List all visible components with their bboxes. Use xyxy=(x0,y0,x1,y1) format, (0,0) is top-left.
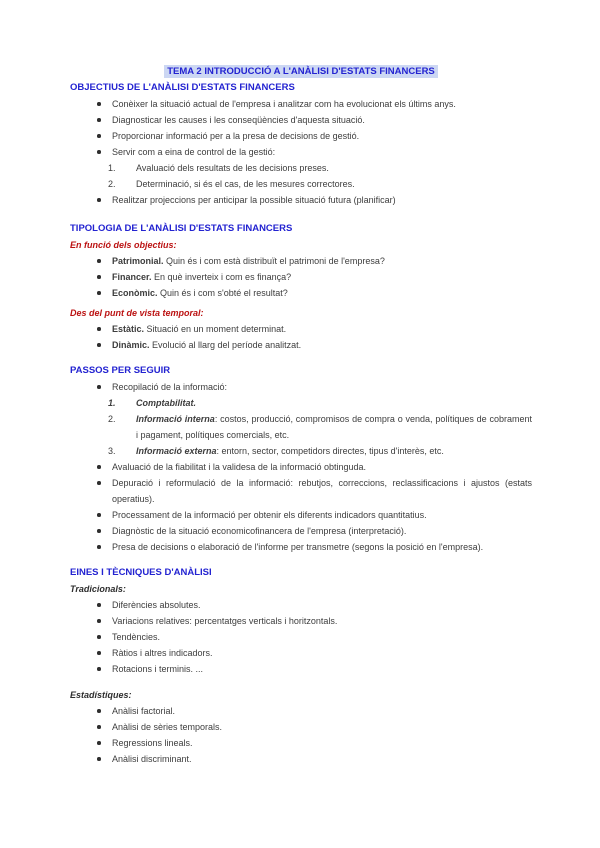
text-run: Avaluació dels resultats de les decisions preses. xyxy=(136,163,329,173)
text-run: Determinació, si és el cas, de les mesures correctores. xyxy=(136,179,355,189)
bullet-list xyxy=(70,321,532,353)
list-item xyxy=(70,192,532,208)
subheading: Tradicionals: xyxy=(70,584,126,594)
item-text xyxy=(112,269,532,285)
doc-title-row xyxy=(70,63,532,80)
list-item xyxy=(70,613,532,629)
item-text xyxy=(112,337,532,353)
text-run: Ràtios i altres indicadors. xyxy=(112,648,213,658)
item-text xyxy=(112,96,532,112)
text-run: Diferències absolutes. xyxy=(112,600,201,610)
text-run: Quin és i com està distribuït el patrimoni de l'empresa? xyxy=(163,256,385,266)
item-number: 1. xyxy=(108,163,116,173)
list-item xyxy=(70,176,532,192)
spacer xyxy=(70,353,532,363)
list-item xyxy=(70,645,532,661)
text-run: Diagnòstic de la situació economicofinancera de l'empresa (interpretació). xyxy=(112,526,407,536)
text-run: Situació en un moment determinat. xyxy=(144,324,287,334)
item-text xyxy=(112,285,532,301)
item-text xyxy=(112,539,532,555)
bullet-list xyxy=(70,253,532,301)
text-run: Rotacions i terminis. ... xyxy=(112,664,204,674)
section-heading: TIPOLOGIA DE L'ANÀLISI D'ESTATS FINANCERS xyxy=(70,223,293,234)
text-run: Informació interna xyxy=(136,414,215,424)
item-text xyxy=(112,321,532,337)
item-text xyxy=(112,112,532,128)
text-run: Patrimonial. xyxy=(112,256,164,266)
spacer xyxy=(70,555,532,565)
text-run: Evolució al llarg del període analitzat. xyxy=(149,340,302,350)
text-run: Presa de decisions o elaboració de l'informe per transmetre (segons la posició en l'empresa). xyxy=(112,542,484,552)
list-item xyxy=(70,661,532,677)
item-text xyxy=(136,395,532,411)
bullet-list xyxy=(70,379,532,395)
list-item xyxy=(70,395,532,411)
item-text xyxy=(112,703,532,719)
item-text xyxy=(112,192,532,208)
item-text xyxy=(112,597,532,613)
bullet-list xyxy=(70,597,532,677)
list-item xyxy=(70,597,532,613)
item-text xyxy=(112,253,532,269)
text-run: Avaluació de la fiabilitat i la validesa de la informació obtinguda. xyxy=(112,462,366,472)
list-item xyxy=(70,269,532,285)
section-heading: OBJECTIUS DE L'ANÀLISI D'ESTATS FINANCERS xyxy=(70,82,295,93)
numbered-list xyxy=(70,160,532,192)
text-run: Financer. xyxy=(112,272,152,282)
list-item xyxy=(70,411,532,443)
bullet-list xyxy=(70,192,532,208)
list-item xyxy=(70,337,532,353)
subheading: Estadístiques: xyxy=(70,690,132,700)
item-text xyxy=(112,144,532,160)
item-number: 2. xyxy=(108,414,116,424)
text-run: Realitzar projeccions per anticipar la possible situació futura (planificar) xyxy=(112,195,396,205)
list-item xyxy=(70,128,532,144)
text-run: Comptabilitat. xyxy=(136,398,196,408)
item-text xyxy=(136,411,532,443)
item-text xyxy=(136,160,532,176)
list-item xyxy=(70,144,532,160)
list-item xyxy=(70,507,532,523)
text-run: Anàlisi discriminant. xyxy=(112,754,192,764)
red-subheading: Des del punt de vista temporal: xyxy=(70,308,204,318)
list-item xyxy=(70,629,532,645)
item-number: 1. xyxy=(108,398,116,408)
item-text xyxy=(112,751,532,767)
list-item xyxy=(70,475,532,507)
text-run: Dinàmic. xyxy=(112,340,150,350)
text-run: Regressions lineals. xyxy=(112,738,193,748)
item-text xyxy=(112,507,532,523)
item-text xyxy=(136,443,532,459)
list-item xyxy=(70,539,532,555)
item-number: 3. xyxy=(108,446,116,456)
list-item xyxy=(70,285,532,301)
text-run: Processament de la informació per obtenir els diferents indicadors quantitatius. xyxy=(112,510,427,520)
text-run: Recopilació de la informació: xyxy=(112,382,228,392)
text-run: Depuració i reformulació de la informació: rebutjos, correccions, reclassificacions i ajustos (estats operatius). xyxy=(112,478,532,504)
list-item xyxy=(70,719,532,735)
text-run: En què inverteix i com es finança? xyxy=(151,272,292,282)
item-text xyxy=(112,629,532,645)
item-text xyxy=(136,176,532,192)
item-text xyxy=(112,523,532,539)
list-item xyxy=(70,751,532,767)
list-item xyxy=(70,112,532,128)
list-item xyxy=(70,321,532,337)
numbered-list xyxy=(70,395,532,459)
item-text xyxy=(112,459,532,475)
document-content xyxy=(70,63,532,767)
item-text xyxy=(112,661,532,677)
list-item xyxy=(70,96,532,112)
doc-title: TEMA 2 INTRODUCCIÓ A L'ANÀLISI D'ESTATS FINANCERS xyxy=(164,65,438,78)
section-heading: PASSOS PER SEGUIR xyxy=(70,365,171,376)
text-run: Servir com a eina de control de la gestió: xyxy=(112,147,276,157)
list-item xyxy=(70,459,532,475)
item-text xyxy=(112,735,532,751)
text-run: Quin és i com s'obté el resultat? xyxy=(157,288,288,298)
text-run: Diagnosticar les causes i les conseqüències d'aquesta situació. xyxy=(112,115,365,125)
text-run: : entorn, sector, competidors directes, tipus d'interès, etc. xyxy=(216,446,444,456)
text-run: Proporcionar informació per a la presa de decisions de gestió. xyxy=(112,131,360,141)
list-item xyxy=(70,160,532,176)
text-run: Variacions relatives: percentatges verticals i horitzontals. xyxy=(112,616,338,626)
spacer xyxy=(70,677,532,687)
bullet-list xyxy=(70,703,532,767)
item-text xyxy=(112,645,532,661)
item-text xyxy=(112,379,532,395)
bullet-list xyxy=(70,96,532,160)
text-run: : costos, producció, compromisos de compra o venda, polítiques de cobrament i pagament, polítiques comercials, etc. xyxy=(136,414,533,440)
section-heading: EINES I TÈCNIQUES D'ANÀLISI xyxy=(70,567,212,578)
list-item xyxy=(70,443,532,459)
list-item xyxy=(70,703,532,719)
item-text xyxy=(112,613,532,629)
list-item xyxy=(70,379,532,395)
text-run: Estàtic. xyxy=(112,324,145,334)
item-text xyxy=(112,128,532,144)
list-item xyxy=(70,523,532,539)
item-number: 2. xyxy=(108,179,116,189)
list-item xyxy=(70,735,532,751)
text-run: Informació externa xyxy=(136,446,217,456)
text-run: Tendències. xyxy=(112,632,161,642)
spacer xyxy=(70,208,532,221)
text-run: Anàlisi de sèries temporals. xyxy=(112,722,223,732)
list-item xyxy=(70,253,532,269)
item-text xyxy=(112,719,532,735)
text-run: Conèixer la situació actual de l'empresa i analitzar com ha evolucionat els últims anys. xyxy=(112,99,456,109)
red-subheading: En funció dels objectius: xyxy=(70,240,177,250)
item-text xyxy=(112,475,532,507)
bullet-list xyxy=(70,459,532,555)
text-run: Anàlisi factorial. xyxy=(112,706,176,716)
text-run: Econòmic. xyxy=(112,288,158,298)
